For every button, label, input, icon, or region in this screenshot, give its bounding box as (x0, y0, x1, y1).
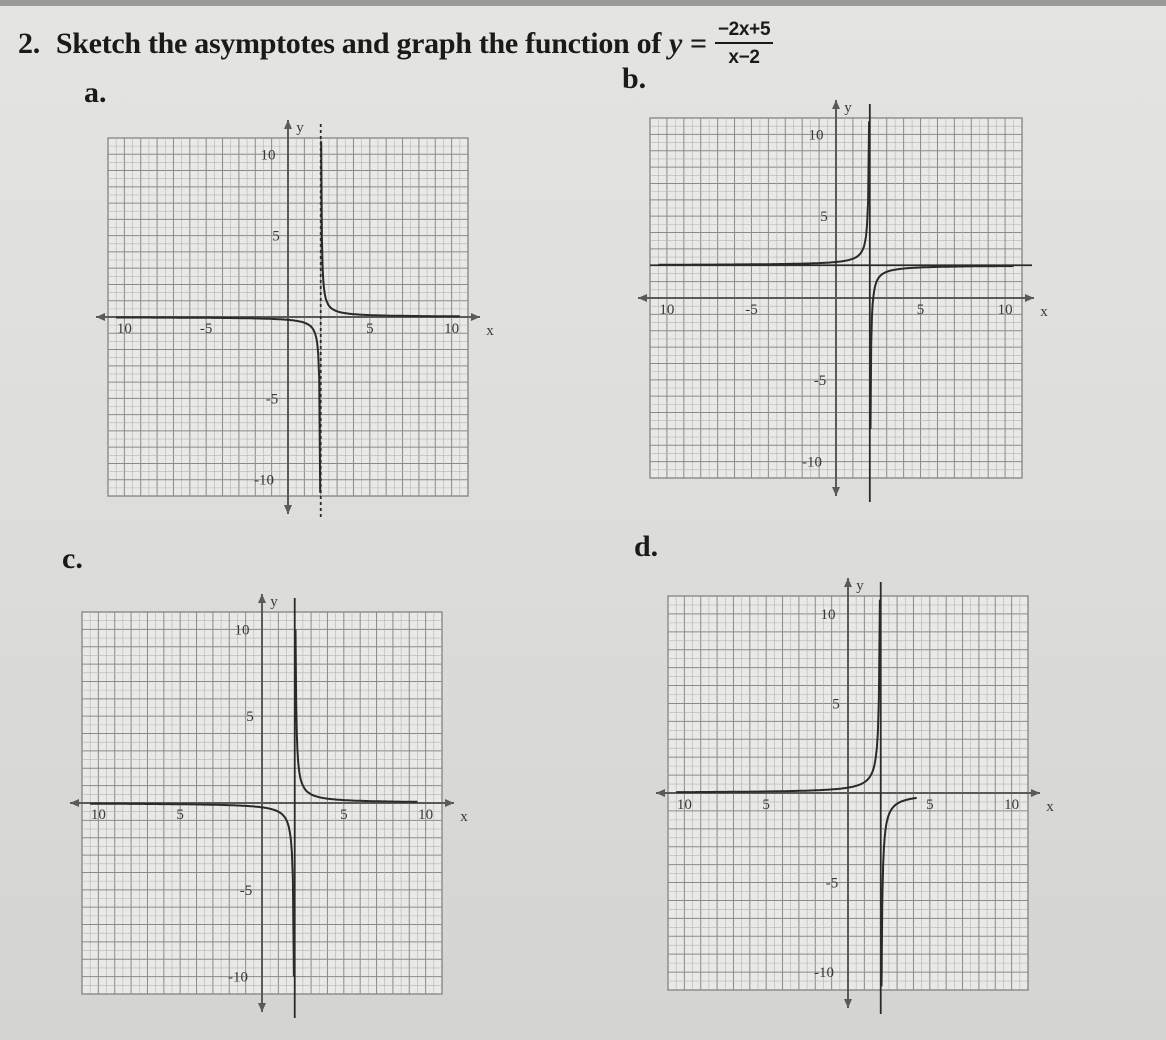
y-tick-label-neg10: -10 (254, 472, 274, 489)
x-tick-label-neg5: 5 (762, 797, 770, 813)
question-text: Sketch the asymptotes and graph the function of (55, 26, 662, 60)
y-axis-label: y (296, 120, 304, 136)
x-axis-label: x (1040, 304, 1048, 320)
x-tick-label-neg10: 10 (90, 807, 106, 823)
x-axis-arrow-right (1031, 789, 1040, 797)
x-tick-label-neg10: 10 (116, 321, 132, 337)
option-c-label[interactable]: c. (62, 542, 83, 575)
x-tick-label-10: 10 (418, 807, 434, 823)
y-tick-label-10: 10 (260, 147, 276, 164)
y-tick-label-5: 5 (272, 228, 280, 245)
x-tick-label-10: 10 (1004, 797, 1020, 813)
x-tick-label-10: 10 (997, 302, 1013, 318)
y-tick-label-5: 5 (832, 696, 840, 713)
x-tick-label-10: 10 (444, 321, 460, 337)
y-tick-label-5: 5 (246, 709, 254, 726)
function-variable: y (669, 26, 683, 60)
y-axis-label: y (270, 594, 278, 610)
y-tick-label-5: 5 (820, 209, 828, 226)
x-tick-label-5: 5 (340, 807, 348, 823)
y-tick-label-neg5: -5 (265, 391, 279, 408)
y-tick-label-10: 10 (820, 606, 836, 623)
denominator: x−2 (728, 47, 760, 68)
x-tick-label-5: 5 (916, 302, 925, 318)
x-axis-label: x (460, 809, 468, 825)
question-number: 2. (18, 26, 40, 60)
option-d-label[interactable]: d. (634, 530, 659, 563)
y-axis-arrow-up (844, 578, 852, 587)
option-a-label[interactable]: a. (84, 76, 107, 109)
y-axis-label: y (844, 100, 852, 116)
y-tick-label-10: 10 (234, 622, 250, 639)
y-tick-label-neg10: -10 (802, 454, 822, 471)
x-tick-label-neg5: 5 (176, 807, 184, 823)
option-b-label[interactable]: b. (622, 62, 647, 95)
y-tick-label-10: 10 (808, 127, 824, 144)
x-tick-label-neg10: 10 (676, 797, 692, 813)
y-axis-label: y (856, 578, 864, 594)
numerator: −2x+5 (715, 20, 773, 44)
x-tick-label-5: 5 (366, 321, 374, 337)
x-axis-label: x (486, 323, 494, 339)
x-axis-label: x (1046, 799, 1054, 815)
y-axis-arrow-down (844, 999, 852, 1008)
x-tick-label-5: 5 (926, 797, 934, 813)
y-tick-label-neg10: -10 (228, 969, 248, 986)
x-axis-arrow-left (656, 789, 665, 797)
y-tick-label-neg5: -5 (239, 882, 253, 899)
x-tick-label-neg5: -5 (199, 321, 213, 337)
y-tick-label-neg10: -10 (814, 965, 834, 982)
x-tick-label-neg5: -5 (745, 302, 758, 318)
y-tick-label-neg5: -5 (813, 372, 827, 389)
y-tick-label-neg5: -5 (825, 875, 839, 892)
equals-sign: = (690, 26, 707, 60)
x-tick-label-neg10: 10 (659, 302, 675, 318)
